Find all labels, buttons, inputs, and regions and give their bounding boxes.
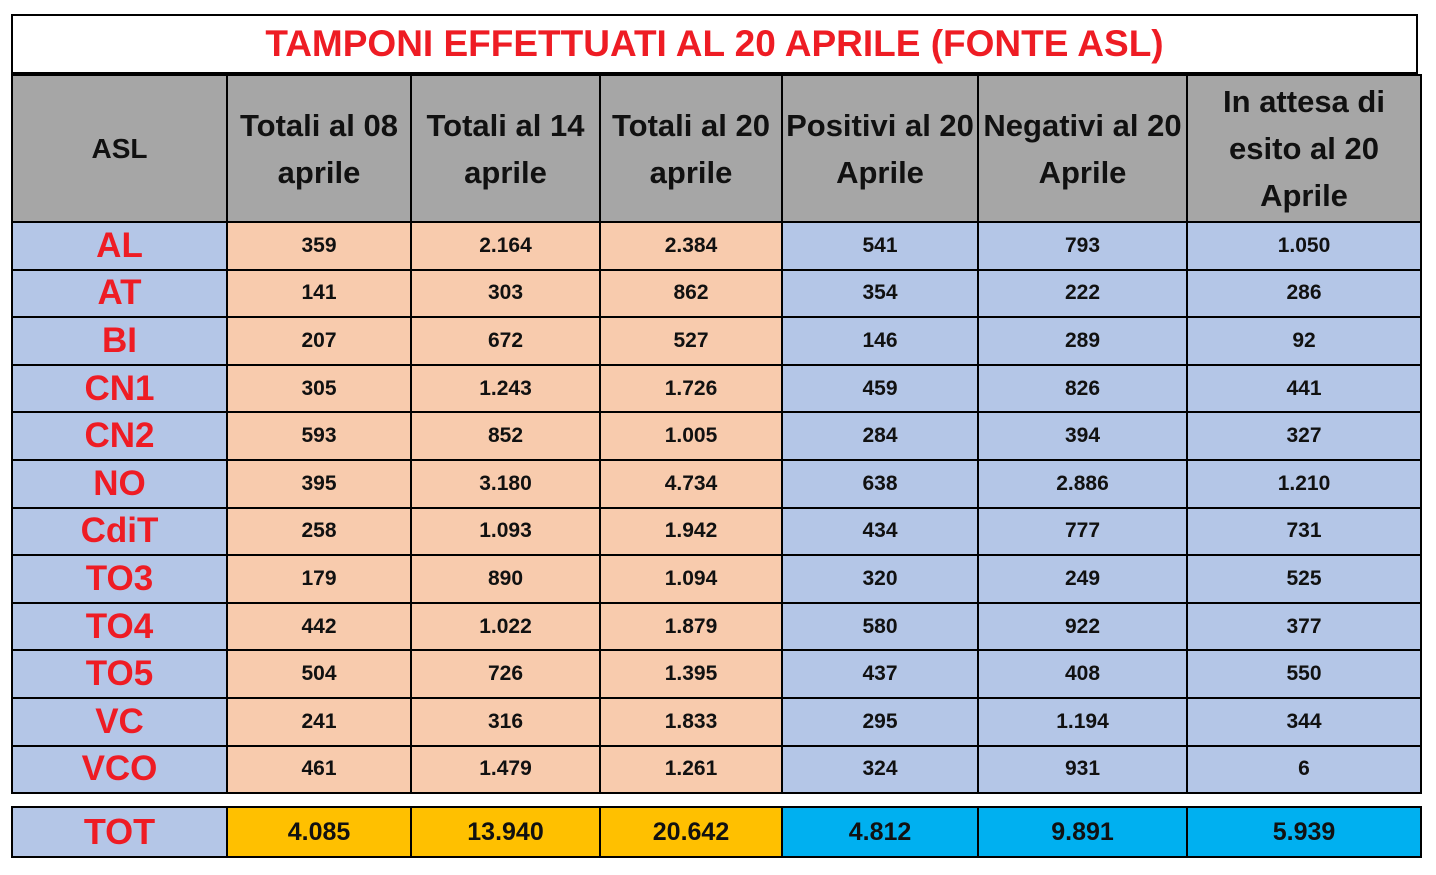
totals-t14: 13.940 [411, 807, 600, 857]
cell-in-attesa: 550 [1187, 650, 1421, 698]
cell-totali-08: 305 [227, 365, 411, 413]
cell-negativi: 922 [978, 603, 1187, 651]
cell-negativi: 931 [978, 746, 1187, 794]
cell-totali-20: 4.734 [600, 460, 782, 508]
cell-totali-20: 1.261 [600, 746, 782, 794]
cell-positivi: 437 [782, 650, 978, 698]
cell-totali-08: 359 [227, 222, 411, 270]
table-row [12, 365, 1421, 413]
cell-asl: TO5 [12, 650, 227, 698]
cell-positivi: 354 [782, 270, 978, 318]
cell-asl: VC [12, 698, 227, 746]
table-row [12, 270, 1421, 318]
header-row [12, 75, 1421, 222]
cell-in-attesa: 1.210 [1187, 460, 1421, 508]
cell-totali-08: 241 [227, 698, 411, 746]
cell-asl: TO4 [12, 603, 227, 651]
cell-negativi: 826 [978, 365, 1187, 413]
cell-totali-20: 1.879 [600, 603, 782, 651]
cell-positivi: 295 [782, 698, 978, 746]
cell-totali-08: 179 [227, 555, 411, 603]
totals-in-attesa: 5.939 [1187, 807, 1421, 857]
cell-negativi: 2.886 [978, 460, 1187, 508]
cell-totali-14: 1.243 [411, 365, 600, 413]
cell-negativi: 1.194 [978, 698, 1187, 746]
cell-in-attesa: 731 [1187, 508, 1421, 556]
cell-positivi: 638 [782, 460, 978, 508]
cell-in-attesa: 92 [1187, 317, 1421, 365]
cell-in-attesa: 525 [1187, 555, 1421, 603]
cell-totali-14: 852 [411, 412, 600, 460]
cell-totali-14: 890 [411, 555, 600, 603]
cell-positivi: 320 [782, 555, 978, 603]
table-row [12, 650, 1421, 698]
cell-totali-14: 2.164 [411, 222, 600, 270]
totals-positivi: 4.812 [782, 807, 978, 857]
cell-negativi: 249 [978, 555, 1187, 603]
totals-label: TOT [12, 807, 227, 857]
cell-positivi: 146 [782, 317, 978, 365]
cell-in-attesa: 377 [1187, 603, 1421, 651]
totals-table [11, 806, 1422, 858]
cell-totali-14: 303 [411, 270, 600, 318]
header-negativi: Negativi al 20 Aprile [978, 75, 1187, 222]
cell-negativi: 222 [978, 270, 1187, 318]
cell-in-attesa: 441 [1187, 365, 1421, 413]
table-row [12, 603, 1421, 651]
table-row [12, 460, 1421, 508]
cell-totali-20: 2.384 [600, 222, 782, 270]
cell-totali-14: 3.180 [411, 460, 600, 508]
cell-totali-08: 141 [227, 270, 411, 318]
page-title: TAMPONI EFFETTUATI AL 20 APRILE (FONTE ASL) [265, 23, 1164, 64]
cell-totali-14: 1.022 [411, 603, 600, 651]
totals-row [12, 807, 1421, 857]
cell-asl: CN1 [12, 365, 227, 413]
header-totali-20: Totali al 20 aprile [600, 75, 782, 222]
cell-totali-14: 726 [411, 650, 600, 698]
cell-negativi: 394 [978, 412, 1187, 460]
cell-asl: VCO [12, 746, 227, 794]
totals-t08: 4.085 [227, 807, 411, 857]
cell-asl: TO3 [12, 555, 227, 603]
cell-positivi: 434 [782, 508, 978, 556]
table-row [12, 746, 1421, 794]
title-box [11, 14, 1418, 74]
cell-totali-20: 1.005 [600, 412, 782, 460]
table-row [12, 555, 1421, 603]
cell-negativi: 793 [978, 222, 1187, 270]
table-row [12, 222, 1421, 270]
header-totali-14: Totali al 14 aprile [411, 75, 600, 222]
cell-totali-08: 504 [227, 650, 411, 698]
cell-in-attesa: 6 [1187, 746, 1421, 794]
header-asl: ASL [12, 75, 227, 222]
cell-in-attesa: 327 [1187, 412, 1421, 460]
cell-negativi: 408 [978, 650, 1187, 698]
cell-asl: BI [12, 317, 227, 365]
cell-totali-08: 258 [227, 508, 411, 556]
cell-positivi: 580 [782, 603, 978, 651]
cell-asl: CdiT [12, 508, 227, 556]
cell-asl: CN2 [12, 412, 227, 460]
cell-totali-08: 461 [227, 746, 411, 794]
totals-t20: 20.642 [600, 807, 782, 857]
cell-totali-20: 527 [600, 317, 782, 365]
cell-asl: NO [12, 460, 227, 508]
table-row [12, 698, 1421, 746]
cell-totali-08: 207 [227, 317, 411, 365]
header-in-attesa: In attesa di esito al 20 Aprile [1187, 75, 1421, 222]
cell-asl: AL [12, 222, 227, 270]
cell-positivi: 541 [782, 222, 978, 270]
table-row [12, 317, 1421, 365]
cell-totali-08: 442 [227, 603, 411, 651]
cell-totali-14: 1.093 [411, 508, 600, 556]
cell-positivi: 324 [782, 746, 978, 794]
table-row [12, 412, 1421, 460]
cell-totali-20: 1.726 [600, 365, 782, 413]
header-positivi: Positivi al 20 Aprile [782, 75, 978, 222]
cell-negativi: 777 [978, 508, 1187, 556]
cell-totali-14: 672 [411, 317, 600, 365]
cell-in-attesa: 286 [1187, 270, 1421, 318]
cell-asl: AT [12, 270, 227, 318]
data-table [11, 74, 1422, 794]
totals-negativi: 9.891 [978, 807, 1187, 857]
cell-in-attesa: 1.050 [1187, 222, 1421, 270]
cell-totali-08: 593 [227, 412, 411, 460]
cell-positivi: 459 [782, 365, 978, 413]
cell-totali-20: 862 [600, 270, 782, 318]
cell-totali-20: 1.833 [600, 698, 782, 746]
cell-positivi: 284 [782, 412, 978, 460]
cell-totali-20: 1.942 [600, 508, 782, 556]
cell-in-attesa: 344 [1187, 698, 1421, 746]
header-totali-08: Totali al 08 aprile [227, 75, 411, 222]
cell-totali-14: 316 [411, 698, 600, 746]
cell-totali-08: 395 [227, 460, 411, 508]
cell-negativi: 289 [978, 317, 1187, 365]
cell-totali-20: 1.094 [600, 555, 782, 603]
cell-totali-20: 1.395 [600, 650, 782, 698]
cell-totali-14: 1.479 [411, 746, 600, 794]
table-row [12, 508, 1421, 556]
